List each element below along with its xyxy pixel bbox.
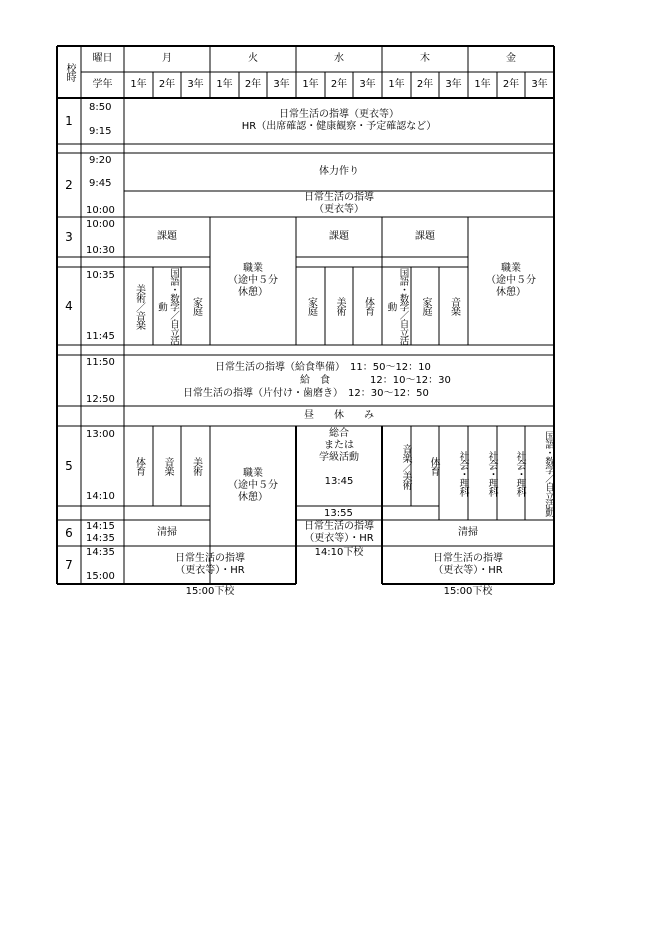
time-label: 10:00 (86, 205, 115, 216)
time-label: 9:15 (89, 126, 112, 137)
shokugyo-tue: 職業 （途中５分 休憩） (228, 263, 278, 298)
period-number: 2 (65, 178, 73, 192)
time-label: 14:10 (86, 491, 115, 502)
daily-change-block: 日常生活の指導 （更衣等） (304, 192, 374, 215)
time-label: 11:45 (86, 331, 115, 342)
p4-wed-subject: 家庭 (305, 297, 317, 315)
period-number: 5 (65, 459, 73, 473)
wed-end-time: 13:55 (324, 508, 353, 519)
grade-label: 3年 (359, 79, 376, 90)
p5-mon-subject: 体育 (133, 457, 145, 475)
time-label: 14:35 (86, 547, 115, 558)
grade-label: 3年 (187, 79, 204, 90)
school-time-header: 校時 (64, 63, 75, 81)
cleaning-mon: 清掃 (157, 527, 177, 538)
time-label: 13:00 (86, 429, 115, 440)
p4-mon-subject: 家庭 (190, 297, 202, 315)
grade-label: 2年 (330, 79, 348, 90)
time-label: 12:50 (86, 394, 115, 405)
p4-wed-subject: 体育 (362, 297, 374, 315)
time-label: 9:20 (89, 155, 112, 166)
kadai-wed: 課題 (329, 231, 349, 242)
lunch-cleanup: 日常生活の指導（片付け・歯磨き） 12：30〜12：50 (183, 388, 429, 399)
grade-label: 3年 (273, 79, 290, 90)
p5-thu-subject: 音楽／美術 (400, 443, 411, 489)
time-label: 11:50 (86, 357, 115, 368)
dismissal-thu-fri: 15:00下校 (443, 586, 493, 597)
grade-label: 1年 (388, 79, 405, 90)
grade-label: 1年 (474, 79, 491, 90)
cleaning-thu-fri: 清掃 (458, 527, 478, 538)
time-label: 8:50 (89, 102, 112, 113)
p5-thu-subject: 社会・理科 (457, 450, 468, 496)
p4-wed-subject: 美術 (334, 297, 345, 315)
p4-thu-subject: 音楽 (448, 297, 460, 315)
p5-mon-subject: 音楽 (162, 457, 173, 475)
kadai-mon: 課題 (157, 231, 177, 242)
grade-label: 3年 (445, 79, 462, 90)
p5-wed-sogo: 総合 または 学級活動 13:45 (319, 428, 359, 487)
shokugyo-tue-afternoon: 職業 （途中５分 休憩） (228, 468, 278, 503)
fitness-block: 体力作り (319, 166, 359, 177)
p5-mon-subject: 美術 (190, 457, 202, 475)
time-label: 10:00 (86, 219, 115, 230)
period-number: 4 (65, 299, 73, 313)
p5-thu-subject: 体育 (428, 457, 439, 475)
period1-daily-hr: 日常生活の指導（更衣等） HR（出席確認・健康観察・予定確認など） (241, 109, 437, 132)
lunch-meal: 給 食 12：10〜12：30 (300, 375, 451, 386)
p4-mon-subject: 国語・数学／自立活動 (156, 267, 179, 345)
period-number: 1 (65, 114, 73, 128)
p4-mon-subject: 美術／音楽 (133, 283, 145, 329)
p5-fri-subject: 社会・理科 (514, 450, 525, 496)
period-number: 3 (65, 230, 73, 244)
recess-block: 昼 休 み (304, 410, 374, 421)
kadai-thu: 課題 (415, 231, 435, 242)
grade-label: 2年 (502, 79, 520, 90)
grade-label: 2年 (244, 79, 262, 90)
day-wed: 水 (334, 53, 344, 64)
time-label: 9:45 (89, 178, 112, 189)
time-label: 10:30 (86, 245, 115, 256)
period-number: 7 (65, 558, 73, 572)
weekday-header: 曜日 (92, 53, 113, 64)
day-tue: 火 (248, 53, 258, 64)
day-mon: 月 (162, 53, 172, 64)
period-number: 6 (65, 526, 73, 540)
p5-fri-subject: 社会・理科 (486, 450, 497, 496)
time-label: 14:35 (86, 533, 115, 544)
lunch-prep: 日常生活の指導（給食準備） 11：50〜12：10 (215, 362, 431, 373)
dismissal-mon-tue: 15:00下校 (185, 586, 235, 597)
p4-thu-subject: 国語・数学／自立活動 (385, 267, 409, 345)
grade-label: 2年 (416, 79, 434, 90)
time-label: 15:00 (86, 571, 115, 582)
grade-header: 学年 (92, 79, 113, 90)
p7-thu-fri-daily-hr: 日常生活の指導 （更衣等）・HR (433, 553, 503, 576)
grade-label: 1年 (302, 79, 319, 90)
wed-dismissal: 14:10下校 (314, 547, 364, 558)
wed-daily-hr: 日常生活の指導 （更衣等）・HR (304, 521, 374, 544)
grade-label: 1年 (130, 79, 147, 90)
grade-label: 3年 (531, 79, 548, 90)
day-fri: 金 (506, 53, 516, 64)
day-thu: 木 (420, 53, 430, 64)
time-label: 10:35 (86, 270, 115, 281)
grade-label: 1年 (216, 79, 233, 90)
p4-thu-subject: 家庭 (420, 297, 431, 315)
p7-mon-tue-daily-hr: 日常生活の指導 （更衣等）・HR (175, 553, 245, 576)
p5-fri-subject: 国語・数学／自立活動 (543, 430, 554, 516)
shokugyo-fri: 職業 （途中５分 休憩） (486, 263, 536, 298)
time-label: 14:15 (86, 521, 115, 532)
grade-label: 2年 (158, 79, 176, 90)
